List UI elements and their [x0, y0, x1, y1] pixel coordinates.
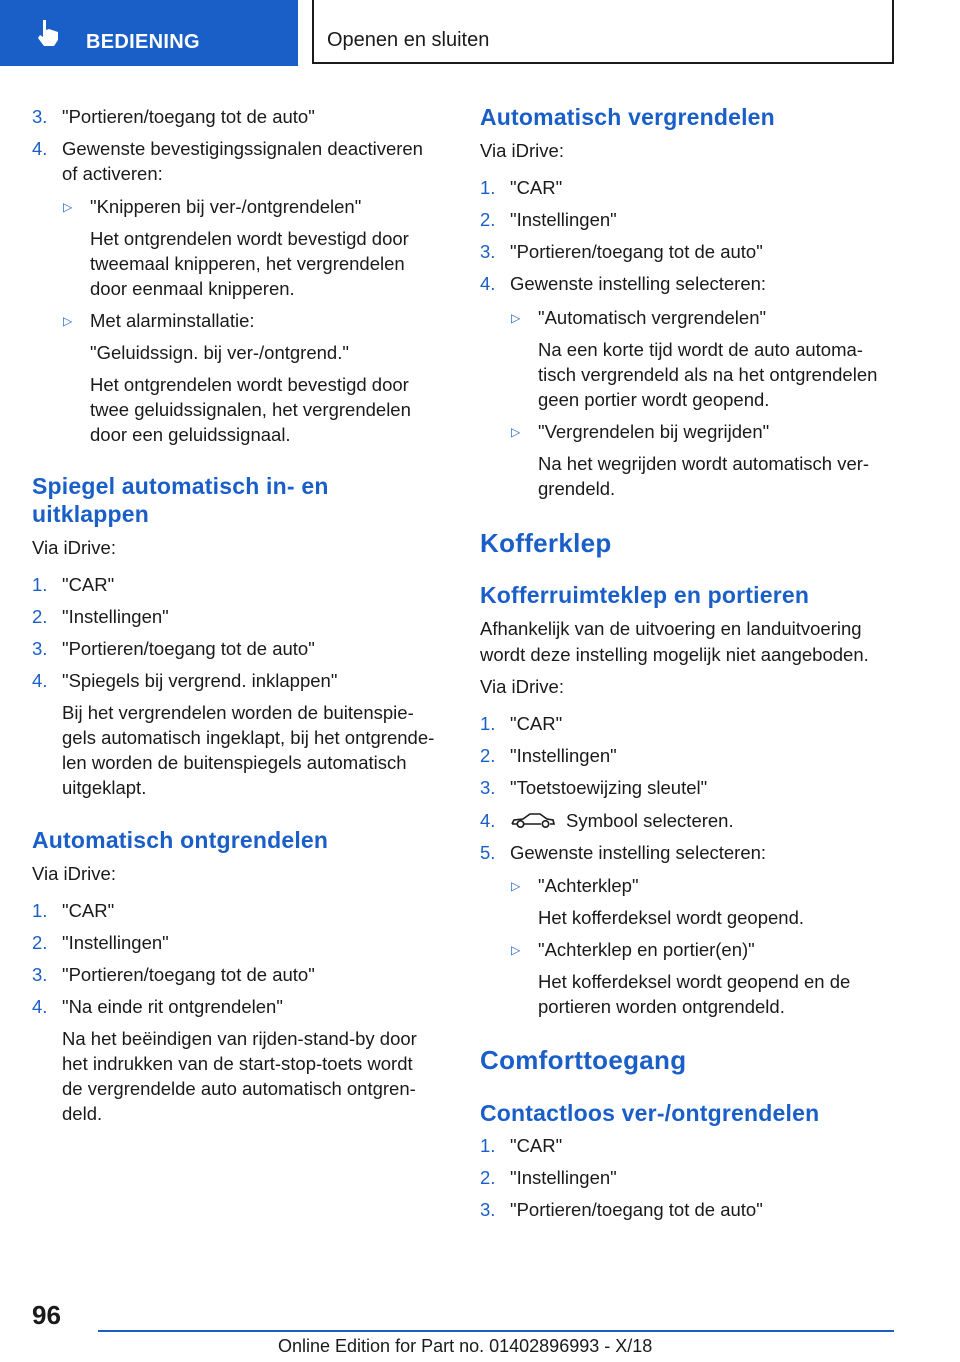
chapter-title-box — [312, 0, 894, 64]
footer-divider — [98, 1330, 894, 1332]
bullet-triangle-icon: ▷ — [63, 200, 73, 214]
item-text: gels automatisch ingeklapt, bij het ontgrende- — [62, 727, 435, 748]
list-item: "CAR" — [62, 574, 115, 595]
list-item: "Portieren/toegang tot de auto" — [62, 638, 315, 659]
list-item: Gewenste instelling selecteren: — [510, 273, 767, 294]
paragraph-text: wordt deze instelling mogelijk niet aangeboden. — [480, 644, 869, 665]
sub-item-title: Met alarminstallatie: — [90, 310, 255, 331]
sub-item-text: tisch vergrendeld als na het ontgrendelen — [538, 364, 878, 385]
section-heading: Automatisch vergrendelen — [480, 104, 775, 130]
list-number: 2. — [480, 209, 496, 230]
list-number: 3. — [480, 1199, 496, 1220]
list-number: 2. — [32, 606, 48, 627]
sub-item-text: Na een korte tijd wordt de auto automa- — [538, 339, 863, 360]
list-number: 3. — [480, 241, 496, 262]
list-number: 2. — [480, 1167, 496, 1188]
list-number: 1. — [32, 574, 48, 595]
bullet-triangle-icon: ▷ — [511, 879, 521, 893]
sub-item-text: Het ontgrendelen wordt bevestigd door — [90, 374, 409, 395]
list-item: "Instellingen" — [62, 606, 169, 627]
list-item: "CAR" — [510, 1135, 563, 1156]
list-number: 2. — [480, 745, 496, 766]
via-text: Via iDrive: — [480, 676, 564, 697]
list-item: "Portieren/toegang tot de auto" — [510, 1199, 763, 1220]
sub-item-text: Het kofferdeksel wordt geopend. — [538, 907, 805, 928]
item-text: de vergrendelde auto automatisch ontgren- — [62, 1078, 416, 1099]
chapter-heading: Comforttoegang — [480, 1045, 687, 1075]
item-text: uitgeklapt. — [62, 777, 147, 798]
list-number: 4. — [480, 810, 496, 831]
bullet-triangle-icon: ▷ — [63, 314, 73, 328]
list-item: Symbool selecteren. — [566, 810, 734, 831]
section-heading: Contactloos ver-/ontgrendelen — [480, 1100, 820, 1126]
bullet-triangle-icon: ▷ — [511, 943, 521, 957]
list-item: "Portieren/toegang tot de auto" — [62, 964, 315, 985]
car-icon — [510, 810, 556, 830]
via-text: Via iDrive: — [32, 863, 116, 884]
chapter-title: Openen en sluiten — [327, 29, 490, 51]
section-heading: uitklappen — [32, 501, 150, 527]
sub-item-title: "Achterklep en portier(en)" — [538, 939, 755, 960]
page-number: 96 — [32, 1300, 61, 1330]
list-item: "CAR" — [510, 713, 563, 734]
list-number: 1. — [480, 713, 496, 734]
list-number: 3. — [32, 106, 48, 127]
sub-item-text: geen portier wordt geopend. — [538, 389, 770, 410]
hand-pointer-icon — [34, 18, 62, 48]
list-item: "Na einde rit ontgrendelen" — [62, 996, 283, 1017]
paragraph-text: Afhankelijk van de uitvoering en landuitvoering — [480, 618, 862, 639]
list-number: 3. — [480, 777, 496, 798]
list-item: "Instellingen" — [510, 209, 617, 230]
sub-item-text: Het kofferdeksel wordt geopend en de — [538, 971, 851, 992]
sub-item-text: grendeld. — [538, 478, 616, 499]
list-item: "CAR" — [62, 900, 115, 921]
list-item: "Instellingen" — [510, 1167, 617, 1188]
list-item: "Toetstoewijzing sleutel" — [510, 777, 708, 798]
list-item: "Spiegels bij vergrend. inklappen" — [62, 670, 338, 691]
list-number: 4. — [32, 996, 48, 1017]
list-number: 4. — [480, 273, 496, 294]
list-number: 4. — [32, 670, 48, 691]
list-item: Gewenste bevestigingssignalen deactiveren — [62, 138, 423, 159]
sub-item-text: tweemaal knipperen, het vergrendelen — [90, 253, 405, 274]
list-item: "Instellingen" — [62, 932, 169, 953]
sub-item-title: "Achterklep" — [538, 875, 639, 896]
bullet-triangle-icon: ▷ — [511, 425, 521, 439]
list-number: 3. — [32, 638, 48, 659]
item-text: len worden de buitenspiegels automatisch — [62, 752, 407, 773]
sub-item-title: "Vergrendelen bij wegrijden" — [538, 421, 770, 442]
list-number: 3. — [32, 964, 48, 985]
list-item: of activeren: — [62, 163, 163, 184]
list-item: "CAR" — [510, 177, 563, 198]
sub-item-text: door eenmaal knipperen. — [90, 278, 295, 299]
list-item: "Instellingen" — [510, 745, 617, 766]
item-text: deld. — [62, 1103, 103, 1124]
list-number: 1. — [480, 1135, 496, 1156]
list-number: 5. — [480, 842, 496, 863]
list-number: 1. — [480, 177, 496, 198]
footer-edition: Online Edition for Part no. 01402896993 - X/18 — [278, 1336, 653, 1356]
item-text: Bij het vergrendelen worden de buitenspie- — [62, 702, 414, 723]
sub-item-text: "Geluidssign. bij ver-/ontgrend." — [90, 342, 349, 363]
section-label: BEDIENING — [86, 31, 200, 53]
sub-item-text: twee geluidssignalen, het vergrendelen — [90, 399, 411, 420]
list-item: "Portieren/toegang tot de auto" — [510, 241, 763, 262]
item-text: het indrukken van de start-stop-toets wordt — [62, 1053, 413, 1074]
sub-item-title: "Knipperen bij ver-/ontgrendelen" — [90, 196, 362, 217]
section-heading: Kofferruimteklep en portieren — [480, 582, 810, 608]
sub-item-text: Het ontgrendelen wordt bevestigd door — [90, 228, 409, 249]
list-number: 1. — [32, 900, 48, 921]
section-heading: Spiegel automatisch in- en — [32, 473, 329, 499]
item-text: Na het beëindigen van rijden-stand-by door — [62, 1028, 417, 1049]
via-text: Via iDrive: — [32, 537, 116, 558]
sub-item-text: door een geluidssignaal. — [90, 424, 291, 445]
list-number: 4. — [32, 138, 48, 159]
sub-item-title: "Automatisch vergrendelen" — [538, 307, 767, 328]
sub-item-text: portieren worden ontgrendeld. — [538, 996, 785, 1017]
section-heading: Automatisch ontgrendelen — [32, 827, 329, 853]
bullet-triangle-icon: ▷ — [511, 311, 521, 325]
sub-item-text: Na het wegrijden wordt automatisch ver- — [538, 453, 870, 474]
via-text: Via iDrive: — [480, 140, 564, 161]
chapter-heading: Kofferklep — [480, 528, 612, 558]
section-tab — [0, 0, 298, 66]
list-item: "Portieren/toegang tot de auto" — [62, 106, 315, 127]
list-item: Gewenste instelling selecteren: — [510, 842, 767, 863]
list-number: 2. — [32, 932, 48, 953]
